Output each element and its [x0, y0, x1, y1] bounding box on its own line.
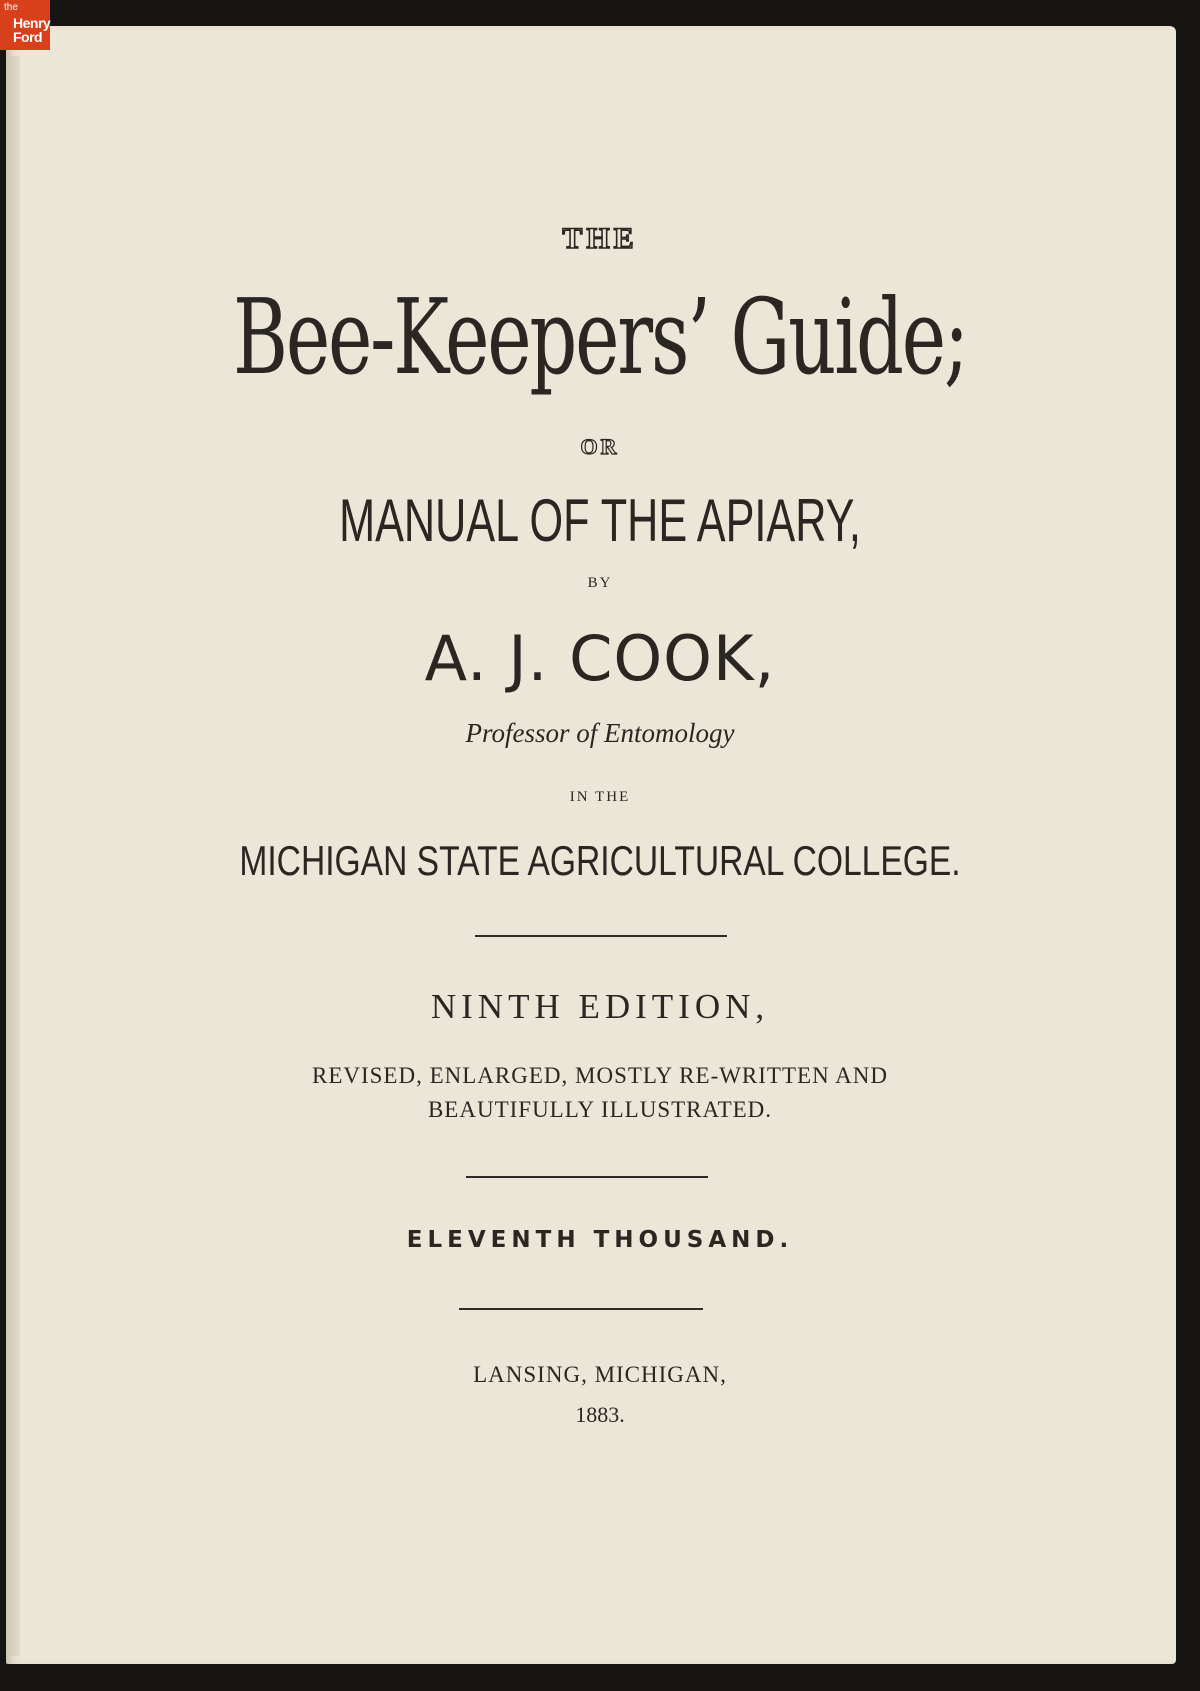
title-conjunction: OR — [580, 434, 620, 459]
divider-rule-1 — [475, 935, 727, 937]
author-position: Professor of Entomology — [465, 718, 735, 748]
publication-year: 1883. — [575, 1402, 625, 1427]
logo-text-henry: Henry — [13, 15, 51, 31]
title-article: THE — [562, 222, 638, 255]
by-line: BY — [587, 575, 613, 591]
henry-ford-logo — [0, 0, 50, 50]
book-subtitle: MANUAL OF THE APIARY, — [339, 487, 861, 554]
in-the-line: IN THE — [569, 789, 631, 805]
divider-rule-2 — [466, 1176, 708, 1178]
edition-statement: NINTH EDITION, — [430, 987, 770, 1026]
publication-place: LANSING, MICHIGAN, — [473, 1362, 727, 1387]
institution-name: MICHIGAN STATE AGRICULTURAL COLLEGE. — [239, 837, 961, 884]
edition-note-line-2: BEAUTIFULLY ILLUSTRATED. — [427, 1097, 773, 1122]
logo-text-the: the — [4, 2, 18, 13]
divider-rule-3 — [459, 1308, 703, 1310]
author-name: A. J. COOK, — [424, 622, 776, 695]
logo-text-ford: Ford — [13, 29, 43, 45]
book-title: Bee-Keepers’ Guide; — [232, 276, 968, 398]
edition-note-line-1: REVISED, ENLARGED, MOSTLY RE-WRITTEN AND — [311, 1063, 889, 1088]
printing-statement: ELEVENTH THOUSAND. — [406, 1227, 794, 1253]
